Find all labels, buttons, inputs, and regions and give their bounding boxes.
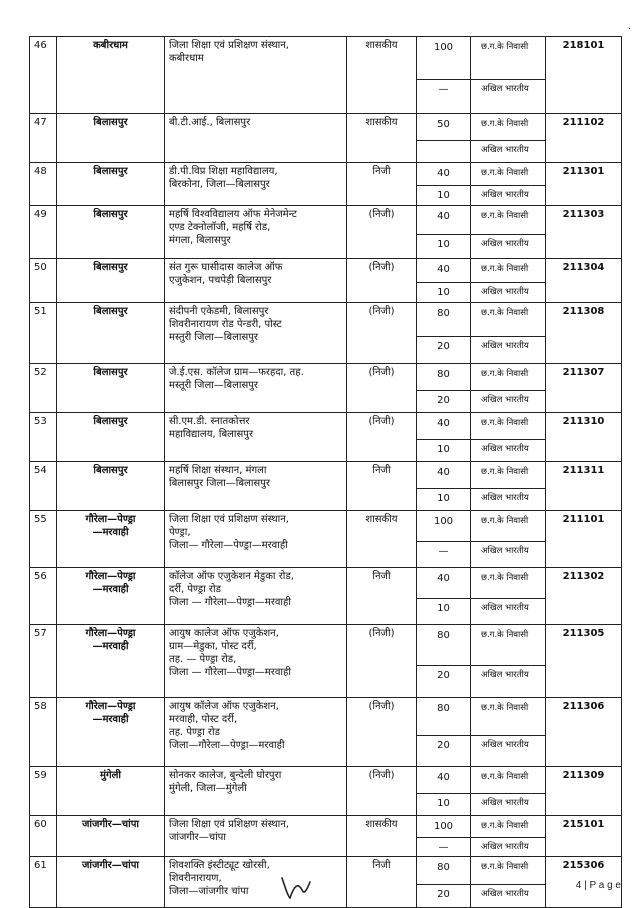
institute-line: जिला शिक्षा एवं प्रशिक्षण संस्थान, xyxy=(169,40,289,51)
institute-line: पेण्ड्रा, xyxy=(169,527,191,538)
district-name xyxy=(57,364,165,413)
table-row xyxy=(30,413,622,462)
seat-count-cell xyxy=(417,206,471,259)
seat-category: छ.ग.के निवासी xyxy=(471,568,545,599)
district-name xyxy=(57,698,165,767)
row-number: 61 xyxy=(30,857,57,908)
institute-type: निजी xyxy=(347,163,417,206)
seat-count: 40 xyxy=(417,568,470,599)
seat-category: अखिल भारतीय xyxy=(481,84,529,94)
district-name xyxy=(57,206,165,259)
seat-count-cell xyxy=(417,625,471,698)
seat-count-cell xyxy=(417,303,471,364)
seat-count-cell xyxy=(417,413,471,462)
institute-code: 211302 xyxy=(546,568,622,625)
category-cell xyxy=(471,568,546,625)
seat-category: अखिल भारतीय xyxy=(481,889,529,899)
seat-count: 100 xyxy=(417,816,470,838)
institute-line: जिला — गौरेला—पेण्ड्रा—मरवाही xyxy=(169,667,291,678)
seat-count xyxy=(417,141,470,161)
row-number: 54 xyxy=(30,462,57,511)
seat-category: अखिल भारतीय xyxy=(481,798,529,808)
seat-category: छ.ग.के निवासी xyxy=(471,163,545,186)
category-cell xyxy=(471,857,546,908)
table-row xyxy=(30,511,622,568)
institute-line: शिवरीनारायण, xyxy=(169,873,222,884)
signature-mark xyxy=(276,872,316,902)
seat-count: 40 xyxy=(417,413,470,440)
institute-code: 211301 xyxy=(546,163,622,206)
institute-type: निजी xyxy=(347,462,417,511)
institute-code: 211307 xyxy=(546,364,622,413)
seat-category: छ.ग.के निवासी xyxy=(471,303,545,337)
seat-category: छ.ग.के निवासी xyxy=(471,698,545,736)
seat-count: 20 xyxy=(437,670,450,681)
seat-count: — xyxy=(438,546,449,557)
institute-line: कबीरधाम xyxy=(169,53,204,64)
seat-category: छ.ग.के निवासी xyxy=(471,857,545,885)
institute-code: 211304 xyxy=(546,259,622,303)
institute-line: जिला—गौरेला—पेण्ड्रा—मरवाही xyxy=(169,740,285,751)
row-number: 57 xyxy=(30,625,57,698)
seat-category: छ.ग.के निवासी xyxy=(471,462,545,489)
district-name xyxy=(57,625,165,698)
district-line: जांजगीर—चांपा xyxy=(82,819,139,830)
seat-category: अखिल भारतीय xyxy=(481,670,529,680)
row-number: 52 xyxy=(30,364,57,413)
seat-category: अखिल भारतीय xyxy=(481,546,529,556)
seat-count-cell xyxy=(417,511,471,568)
seat-count: 10 xyxy=(437,493,450,504)
institute-line: आयुष कॉलेज ऑफ एजुकेशन, xyxy=(169,701,279,712)
seat-count: 40 xyxy=(417,767,470,794)
district-line: बिलासपुर xyxy=(93,367,128,378)
institute-type: (निजी) xyxy=(347,206,417,259)
institute-line: संदीपनी एकेडमी, बिलासपुर xyxy=(169,306,269,317)
seat-count: — xyxy=(438,84,449,95)
seat-count-cell xyxy=(417,698,471,767)
seat-count: 10 xyxy=(437,603,450,614)
institute-name xyxy=(165,625,347,698)
district-line: बिलासपुर xyxy=(93,166,128,177)
institute-line: कॉलेज ऑफ एजुकेशन मेडुका रोड, xyxy=(169,571,294,582)
category-cell xyxy=(471,364,546,413)
seat-count-cell xyxy=(417,163,471,206)
institute-line: संत गुरू घासीदास कालेज ऑफ xyxy=(169,262,283,273)
institute-type: (निजी) xyxy=(347,303,417,364)
institute-line: जिला शिक्षा एवं प्रशिक्षण संस्थान, xyxy=(169,514,289,525)
seat-category: अखिल भारतीय xyxy=(481,239,529,249)
institute-line: ग्राम—मेडुका, पोस्ट दर्री, xyxy=(169,641,257,652)
seat-count: 100 xyxy=(417,511,470,542)
district-line: —मरवाही xyxy=(92,641,129,652)
institute-line: एजुकेशन, पचपेड़ी बिलासपुर xyxy=(169,275,272,286)
district-name xyxy=(57,303,165,364)
institute-line: तह. पेण्ड्रा रोड xyxy=(169,727,220,738)
institute-line: बिलासपुर जिला—बिलासपुर xyxy=(169,478,270,489)
table-row xyxy=(30,364,622,413)
district-line: बिलासपुर xyxy=(93,209,128,220)
district-line: बिलासपुर xyxy=(93,117,128,128)
table-row xyxy=(30,163,622,206)
row-number: 55 xyxy=(30,511,57,568)
institute-type: (निजी) xyxy=(347,413,417,462)
category-cell xyxy=(471,303,546,364)
row-number: 46 xyxy=(30,37,57,114)
institute-code: 211311 xyxy=(546,462,622,511)
seat-category: छ.ग.के निवासी xyxy=(471,114,545,141)
seat-count: 80 xyxy=(417,303,470,337)
institute-name xyxy=(165,698,347,767)
institute-line: मस्तूरी जिला—बिलासपुर xyxy=(169,380,259,391)
table-row xyxy=(30,625,622,698)
category-cell xyxy=(471,37,546,114)
institute-line: आयुष कालेज ऑफ एजुकेशन, xyxy=(169,628,279,639)
institute-name xyxy=(165,857,347,908)
category-cell xyxy=(471,163,546,206)
table-row xyxy=(30,206,622,259)
seat-count-cell xyxy=(417,259,471,303)
category-cell xyxy=(471,511,546,568)
seat-count-cell xyxy=(417,364,471,413)
seat-count: 10 xyxy=(437,287,450,298)
seat-count: 20 xyxy=(437,740,450,751)
institute-line: डी.पी.विप्र शिक्षा महाविद्यालय, xyxy=(169,166,278,177)
institute-line: सोनकर कालेज, बुन्देली घोरपुरा xyxy=(169,770,282,781)
category-cell xyxy=(471,114,546,163)
category-cell xyxy=(471,259,546,303)
institute-table xyxy=(29,36,622,908)
institute-line: जिला — गौरेला—पेण्ड्रा—मरवाही xyxy=(169,597,291,608)
seat-count: 80 xyxy=(417,857,470,885)
institute-name xyxy=(165,364,347,413)
district-line: गौरेला—पेण्ड्रा xyxy=(85,701,136,712)
table-row xyxy=(30,568,622,625)
seat-category: अखिल भारतीय xyxy=(481,740,529,750)
category-cell xyxy=(471,413,546,462)
institute-line: मुंगेली, जिला—मुंगेली xyxy=(169,783,247,794)
seat-count: 20 xyxy=(437,395,450,406)
institute-code: 211308 xyxy=(546,303,622,364)
table-row xyxy=(30,303,622,364)
table-row xyxy=(30,259,622,303)
institute-line: महाविद्यालय, बिलासपुर xyxy=(169,429,254,440)
institute-code: 211102 xyxy=(546,114,622,163)
category-cell xyxy=(471,698,546,767)
seat-count: 80 xyxy=(417,364,470,391)
institute-code: 211306 xyxy=(546,698,622,767)
seat-count-cell xyxy=(417,462,471,511)
district-line: गौरेला—पेण्ड्रा xyxy=(85,571,136,582)
institute-type: (निजी) xyxy=(347,767,417,816)
category-cell xyxy=(471,767,546,816)
category-cell xyxy=(471,462,546,511)
district-line: बिलासपुर xyxy=(93,465,128,476)
table-row xyxy=(30,37,622,114)
table-row xyxy=(30,857,622,908)
institute-code: 218101 xyxy=(546,37,622,114)
seat-count: 20 xyxy=(437,889,450,900)
district-line: —मरवाही xyxy=(92,527,129,538)
institute-type: (निजी) xyxy=(347,698,417,767)
institute-name xyxy=(165,163,347,206)
row-number: 58 xyxy=(30,698,57,767)
institute-line: दर्री, पेण्ड्रा रोड xyxy=(169,584,221,595)
district-name xyxy=(57,816,165,857)
seat-category: अखिल भारतीय xyxy=(481,603,529,613)
seat-count: 10 xyxy=(437,444,450,455)
row-number: 51 xyxy=(30,303,57,364)
institute-line: जिला— गौरेला—पेण्ड्रा—मरवाही xyxy=(169,540,288,551)
institute-line: जिला—जांजगीर चांपा xyxy=(169,886,249,897)
seat-count: 40 xyxy=(417,163,470,186)
institute-line: मंगला, बिलासपुर xyxy=(169,235,231,246)
institute-type: (निजी) xyxy=(347,364,417,413)
table-row xyxy=(30,698,622,767)
district-line: —मरवाही xyxy=(92,714,129,725)
seat-category: अखिल भारतीय xyxy=(481,145,529,155)
seat-count: — xyxy=(438,842,449,853)
district-line: —मरवाही xyxy=(92,584,129,595)
seat-category: छ.ग.के निवासी xyxy=(471,413,545,440)
institute-name xyxy=(165,767,347,816)
district-name xyxy=(57,511,165,568)
institute-line: एण्ड टेक्नोलॉजी, महर्षि रोड, xyxy=(169,222,271,233)
table-row xyxy=(30,816,622,857)
institute-line: जिला शिक्षा एवं प्रशिक्षण संस्थान, xyxy=(169,819,289,830)
seat-count-cell xyxy=(417,37,471,114)
district-name xyxy=(57,413,165,462)
institute-type: शासकीय xyxy=(347,816,417,857)
district-line: जांजगीर—चांपा xyxy=(82,860,139,871)
institute-name xyxy=(165,303,347,364)
row-number: 48 xyxy=(30,163,57,206)
institute-line: बी.टी.आई., बिलासपुर xyxy=(169,117,251,128)
seat-category: छ.ग.के निवासी xyxy=(471,816,545,838)
district-line: बिलासपुर xyxy=(93,416,128,427)
seat-category: छ.ग.के निवासी xyxy=(471,259,545,283)
institute-code: 211305 xyxy=(546,625,622,698)
seat-count: 40 xyxy=(417,259,470,283)
seat-category: अखिल भारतीय xyxy=(481,287,529,297)
seat-count-cell xyxy=(417,857,471,908)
row-number: 50 xyxy=(30,259,57,303)
seat-category: छ.ग.के निवासी xyxy=(471,206,545,235)
institute-name xyxy=(165,206,347,259)
category-cell xyxy=(471,206,546,259)
institute-type: निजी xyxy=(347,568,417,625)
institute-type: (निजी) xyxy=(347,625,417,698)
district-name xyxy=(57,114,165,163)
district-line: बिलासपुर xyxy=(93,306,128,317)
district-name xyxy=(57,259,165,303)
seat-count-cell xyxy=(417,114,471,163)
district-line: बिलासपुर xyxy=(93,262,128,273)
institute-name xyxy=(165,511,347,568)
institute-code: 211303 xyxy=(546,206,622,259)
corner-mark: . xyxy=(628,22,631,32)
row-number: 60 xyxy=(30,816,57,857)
table-row xyxy=(30,767,622,816)
seat-category: अखिल भारतीय xyxy=(481,395,529,405)
district-line: कबीरधाम xyxy=(93,40,128,51)
institute-line: मरवाही, पोस्ट दर्री, xyxy=(169,714,238,725)
institute-line: सी.एम.डी. स्नातकोत्तर xyxy=(169,416,250,427)
institute-code: 211309 xyxy=(546,767,622,816)
institute-line: जे.ई.एस. कॉलेज ग्राम—फरहदा, तह. xyxy=(169,367,304,378)
institute-name xyxy=(165,816,347,857)
seat-count-cell xyxy=(417,568,471,625)
seat-category: छ.ग.के निवासी xyxy=(471,767,545,794)
district-line: गौरेला—पेण्ड्रा xyxy=(85,514,136,525)
district-name xyxy=(57,163,165,206)
institute-line: तह. — पेण्ड्रा रोड, xyxy=(169,654,237,665)
seat-count: 80 xyxy=(417,625,470,666)
institute-code: 211310 xyxy=(546,413,622,462)
district-name xyxy=(57,568,165,625)
row-number: 56 xyxy=(30,568,57,625)
row-number: 47 xyxy=(30,114,57,163)
row-number: 53 xyxy=(30,413,57,462)
category-cell xyxy=(471,625,546,698)
category-cell xyxy=(471,816,546,857)
seat-count: 10 xyxy=(437,190,450,201)
seat-category: अखिल भारतीय xyxy=(481,190,529,200)
institute-code: 215306 xyxy=(546,857,622,908)
seat-count: 10 xyxy=(437,239,450,250)
institute-type: शासकीय xyxy=(347,511,417,568)
row-number: 59 xyxy=(30,767,57,816)
institute-type: शासकीय xyxy=(347,114,417,163)
seat-count: 80 xyxy=(417,698,470,736)
seat-count: 50 xyxy=(417,114,470,141)
district-line: गौरेला—पेण्ड्रा xyxy=(85,628,136,639)
institute-type: निजी xyxy=(347,857,417,908)
seat-category: अखिल भारतीय xyxy=(481,341,529,351)
seat-count: 10 xyxy=(437,798,450,809)
institute-name xyxy=(165,114,347,163)
seat-category: अखिल भारतीय xyxy=(481,493,529,503)
institute-code: 215101 xyxy=(546,816,622,857)
institute-name xyxy=(165,413,347,462)
institute-line: बिरकोना, जिला—बिलासपुर xyxy=(169,179,270,190)
table-row xyxy=(30,114,622,163)
district-line: मुंगेली xyxy=(100,770,121,781)
seat-category: छ.ग.के निवासी xyxy=(471,364,545,391)
district-name xyxy=(57,462,165,511)
district-name xyxy=(57,767,165,816)
table-row xyxy=(30,462,622,511)
institute-line: शिवरीनारायण रोड पेन्डरी, पोस्ट xyxy=(169,319,282,330)
institute-name xyxy=(165,462,347,511)
seat-category: अखिल भारतीय xyxy=(481,842,529,852)
seat-count: 40 xyxy=(417,206,470,235)
institute-line: महर्षि विश्वविद्यालय ऑफ मेनेजमेन्ट xyxy=(169,209,297,220)
institute-code: 211101 xyxy=(546,511,622,568)
institute-line: शिवशक्ति इंस्टीट्यूट खोरसी, xyxy=(169,860,270,871)
seat-count-cell xyxy=(417,816,471,857)
institute-line: जांजगीर—चांपा xyxy=(169,832,226,843)
seat-category: छ.ग.के निवासी xyxy=(471,37,545,80)
seat-category: छ.ग.के निवासी xyxy=(471,625,545,666)
institute-name xyxy=(165,259,347,303)
district-name xyxy=(57,857,165,908)
institute-line: मस्तुरी जिला—बिलासपुर xyxy=(169,332,259,343)
district-name xyxy=(57,37,165,114)
institute-name xyxy=(165,568,347,625)
seat-category: अखिल भारतीय xyxy=(481,444,529,454)
seat-category: छ.ग.के निवासी xyxy=(471,511,545,542)
row-number: 49 xyxy=(30,206,57,259)
seat-count-cell xyxy=(417,767,471,816)
institute-name xyxy=(165,37,347,114)
institute-type: (निजी) xyxy=(347,259,417,303)
seat-count: 100 xyxy=(417,37,470,80)
page-footer: 4 | P a g e xyxy=(575,880,621,891)
institute-line: महर्षि शिक्षा संस्थान, मंगला xyxy=(169,465,267,476)
seat-count: 40 xyxy=(417,462,470,489)
seat-count: 20 xyxy=(437,341,450,352)
institute-type: शासकीय xyxy=(347,37,417,114)
